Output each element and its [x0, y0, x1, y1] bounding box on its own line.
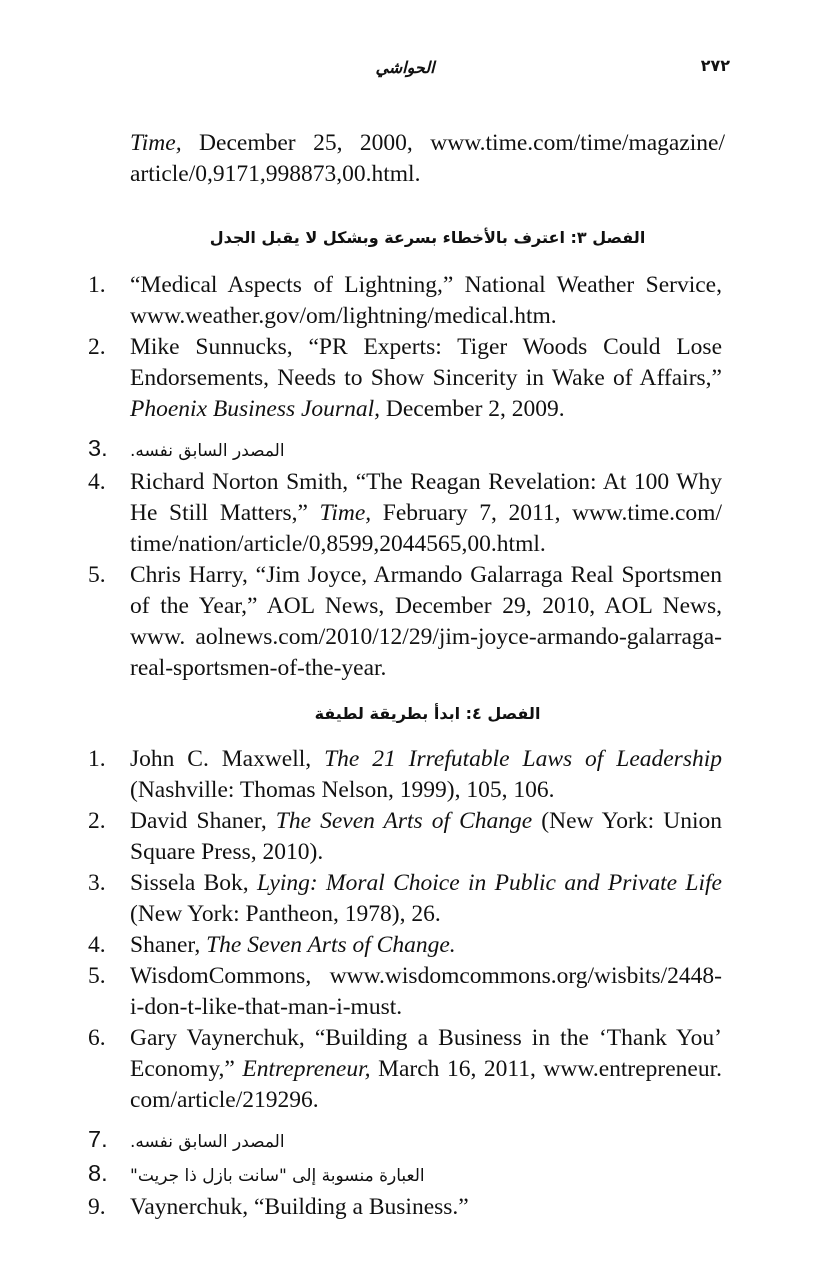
note-text: David Shaner, The Seven Arts of Change (New York: Union Square Press, 2010). — [130, 808, 722, 865]
note-text-arabic: المصدر السابق نفسه. — [130, 441, 285, 461]
note-number: 2. — [88, 334, 106, 360]
note-number: 3. — [88, 870, 106, 896]
note-item — [0, 270, 828, 332]
note-item — [0, 1158, 828, 1192]
running-header-title: الحواشي — [375, 58, 435, 77]
chapter-4-heading: الفصل ٤: ابدأ بطريقة لطيفة — [314, 704, 541, 723]
note-number: 1. — [88, 272, 106, 298]
chapter-3-heading: الفصل ٣: اعترف بالأخطاء بسرعة وبشكل لا يقبل الجدل — [209, 228, 646, 247]
note-number: 5. — [88, 963, 106, 989]
note-item — [0, 868, 828, 930]
note-number: 1. — [88, 746, 106, 772]
note-number: 8. — [88, 1160, 108, 1186]
continuation-text: December 25, 2000, www.time.com/time/magazine/ article/0,9171,998873,00.html. — [130, 130, 725, 187]
note-item — [0, 467, 828, 560]
note-number: 3. — [88, 435, 108, 461]
note-text: Gary Vaynerchuk, “Building a Business in the ‘Thank You’ Economy,” Entrepreneur, March 16, 2011, www.entrepreneur. com/article/219296. — [130, 1025, 722, 1113]
note-text: John C. Maxwell, The 21 Irrefutable Laws of Leadership (Nashville: Thomas Nelson, 1999), 105, 106. — [130, 746, 722, 803]
note-item — [0, 930, 828, 961]
note-number: 5. — [88, 562, 106, 588]
note-text: Sissela Bok, Lying: Moral Choice in Public and Private Life (New York: Pantheon, 1978), 26. — [130, 870, 722, 927]
note-text: Shaner, The Seven Arts of Change. — [130, 932, 456, 958]
note-text: “Medical Aspects of Lightning,” National Weather Service, www.weather.gov/om/lightning/medical.htm. — [130, 272, 722, 329]
note-item — [0, 1023, 828, 1116]
note-number: 7. — [88, 1126, 108, 1152]
note-text: Mike Sunnucks, “PR Experts: Tiger Woods Could Lose Endorsements, Needs to Show Sincerity in Wake of Affairs,” Phoenix Business Journal, December 2, 2009. — [130, 334, 722, 422]
note-text: Richard Norton Smith, “The Reagan Revelation: At 100 Why He Still Matters,” Time, February 7, 2011, www.time.com/ time/nation/article/0,8599,2044565,00.html. — [130, 469, 722, 557]
note-item — [0, 560, 828, 684]
note-text-arabic: العبارة منسوبة إلى "سانت بازل ذا جريت" — [130, 1166, 425, 1186]
note-continuation — [130, 128, 725, 190]
note-item — [0, 961, 828, 1023]
note-number: 4. — [88, 469, 106, 495]
note-number: 6. — [88, 1025, 106, 1051]
note-item — [0, 806, 828, 868]
page-number: ٢٧٢ — [700, 56, 730, 75]
note-text: Chris Harry, “Jim Joyce, Armando Galarraga Real Sportsmen of the Year,” AOL News, December 29, 2010, AOL News, www. aolnews.com/2010/12/29/jim-joyce-armando-galarraga-real-sportsmen-of-the-year. — [130, 562, 722, 681]
note-number: 4. — [88, 932, 106, 958]
note-number: 9. — [88, 1194, 106, 1220]
source-title: Time, — [130, 130, 182, 156]
note-text: Vaynerchuk, “Building a Business.” — [130, 1194, 469, 1220]
note-number: 2. — [88, 808, 106, 834]
chapter-4-notes — [0, 744, 828, 1223]
note-text: WisdomCommons, www.wisdomcommons.org/wisbits/2448-i-don-t-like-that-man-i-must. — [130, 963, 722, 1020]
chapter-3-notes — [0, 270, 828, 684]
note-item — [0, 1124, 828, 1158]
note-item — [0, 332, 828, 425]
note-text-arabic: المصدر السابق نفسه. — [130, 1132, 285, 1152]
note-item — [0, 433, 828, 467]
note-item — [0, 744, 828, 806]
note-item — [0, 1192, 828, 1223]
